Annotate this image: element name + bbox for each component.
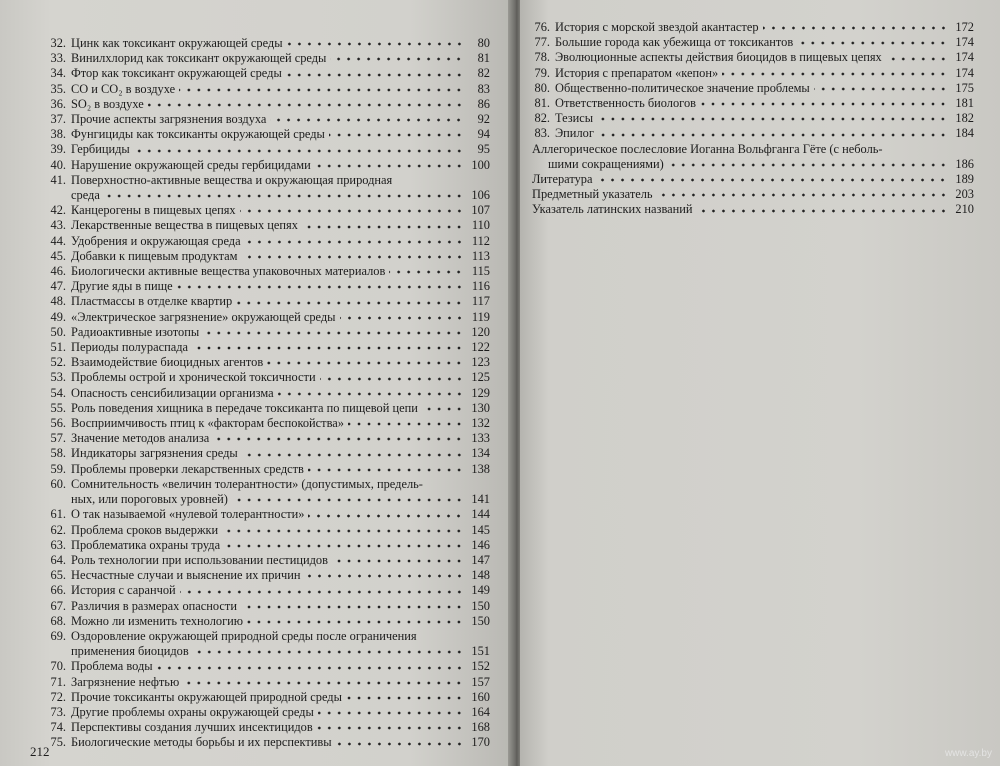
toc-entry-title: Восприимчивость птиц к «факторам беспокойства» xyxy=(71,416,344,431)
toc-entry-page: 132 xyxy=(471,416,490,431)
toc-entry-title: Цинк как токсикант окружающей среды xyxy=(71,36,283,50)
toc-entry xyxy=(46,112,490,127)
toc-entry xyxy=(46,264,490,279)
toc-entry-page: 113 xyxy=(471,248,490,263)
toc-entry xyxy=(46,325,490,340)
dot-leader xyxy=(224,542,464,550)
right-toc-list xyxy=(532,20,974,218)
toc-entry-number: 55. xyxy=(50,400,66,415)
toc-entry-page: 175 xyxy=(955,80,974,95)
dot-leader xyxy=(232,496,464,504)
dot-leader xyxy=(389,268,464,276)
toc-entry-number: 54. xyxy=(50,385,66,400)
toc-entry-number: 76. xyxy=(534,20,550,34)
toc-entry xyxy=(46,599,490,614)
toc-entry-number: 50. xyxy=(50,324,66,339)
toc-entry-page: 172 xyxy=(955,20,974,34)
dot-leader xyxy=(134,147,464,155)
toc-entry xyxy=(532,66,974,81)
toc-entry-page: 174 xyxy=(955,65,974,80)
toc-entry-title: Эпилог xyxy=(555,126,594,141)
toc-entry-number: 43. xyxy=(50,218,66,233)
dot-leader xyxy=(886,55,948,63)
dot-leader xyxy=(657,191,948,199)
toc-entry-page: 130 xyxy=(471,400,490,415)
dot-leader xyxy=(305,572,464,580)
dot-leader xyxy=(700,100,948,108)
toc-entry-page: 116 xyxy=(471,279,490,294)
dot-leader xyxy=(104,192,464,200)
toc-entry-page: 146 xyxy=(471,537,490,552)
toc-entry-page: 86 xyxy=(477,96,490,111)
dot-leader xyxy=(148,101,464,109)
toc-entry-page: 150 xyxy=(471,613,490,628)
toc-entry-number: 80. xyxy=(534,80,550,95)
toc-entry-title: Можно ли изменить технологию xyxy=(71,613,244,628)
toc-entry-number: 58. xyxy=(50,446,66,461)
toc-entry-title: Большие города как убежища от токсикантов xyxy=(555,35,794,50)
dot-leader xyxy=(267,359,464,367)
toc-entry-title: Пластмассы в отделке квартир xyxy=(71,294,233,309)
toc-entry-number: 39. xyxy=(50,142,66,157)
dot-leader xyxy=(315,162,464,170)
toc-entry-title: CO и CO₂ в воздухе xyxy=(71,81,176,96)
toc-entry xyxy=(46,416,490,431)
toc-entry-title: Другие яды в пище xyxy=(71,279,173,294)
toc-entry-title: «Электрическое загрязнение» окружающей среды xyxy=(71,309,336,324)
toc-entry-number: 74. xyxy=(50,720,66,735)
dot-leader xyxy=(697,207,948,215)
toc-entry-number: 82. xyxy=(534,111,550,126)
toc-entry-number: 59. xyxy=(50,461,66,476)
toc-entry xyxy=(532,20,974,35)
toc-entry-title: SO₂ в воздухе xyxy=(71,96,144,111)
toc-entry-title: Литература xyxy=(532,172,593,187)
toc-entry-page: 150 xyxy=(471,598,490,613)
toc-entry-title: Другие проблемы охраны окружающей среды xyxy=(71,704,314,719)
dot-leader xyxy=(302,223,464,231)
toc-entry-number: 60. xyxy=(50,476,66,491)
toc-entry xyxy=(46,568,490,583)
toc-entry-title: Гербициды xyxy=(71,142,130,157)
toc-entry-page: 82 xyxy=(477,66,490,81)
toc-entry-number: 83. xyxy=(534,126,550,141)
toc-entry-title: Значение методов анализа xyxy=(71,431,210,446)
toc-entry-title: Роль поведения хищника в передаче токсиканта по пищевой цепи xyxy=(71,400,418,415)
toc-entry-number: 64. xyxy=(50,552,66,567)
toc-entry xyxy=(46,127,490,142)
toc-entry-number: 72. xyxy=(50,689,66,704)
toc-entry xyxy=(46,66,490,81)
toc-entry-title: Эволюционные аспекты действия биоцидов в пищевых цепях xyxy=(555,50,882,65)
toc-entry xyxy=(46,720,490,735)
toc-entry-number: 81. xyxy=(534,96,550,111)
toc-entry xyxy=(46,370,490,385)
toc-entry-page: 83 xyxy=(477,81,490,96)
toc-entry-title: Аллегорическое послесловие Иоганна Вольфганга Гёте (с неболь- xyxy=(532,141,883,156)
dot-leader xyxy=(668,161,948,169)
toc-entry-title: Общественно-политическое значение проблемы xyxy=(555,80,810,95)
dot-leader xyxy=(241,603,464,611)
toc-entry-page: 92 xyxy=(477,112,490,127)
toc-entry xyxy=(532,126,974,141)
toc-entry-title: Радиоактивные изотопы xyxy=(71,324,200,339)
toc-entry-title: Опасность сенсибилизации организма xyxy=(71,385,274,400)
toc-entry-page: 122 xyxy=(471,340,490,355)
toc-entry-title: Оздоровление окружающей природной среды после ограничения xyxy=(71,628,417,643)
toc-entry-page: 174 xyxy=(955,35,974,50)
toc-entry-number: 52. xyxy=(50,355,66,370)
toc-entry-number: 49. xyxy=(50,309,66,324)
dot-leader xyxy=(797,39,948,47)
toc-entry-page: 106 xyxy=(471,188,490,203)
toc-entry-number: 69. xyxy=(50,628,66,643)
toc-entry-number: 71. xyxy=(50,674,66,689)
toc-entry-title: Проблема сроков выдержки xyxy=(71,522,219,537)
toc-entry-page: 149 xyxy=(471,583,490,598)
toc-entry-number: 75. xyxy=(50,735,66,750)
toc-entry-number: 32. xyxy=(50,36,66,50)
dot-leader xyxy=(179,86,464,94)
dot-leader xyxy=(320,375,464,383)
toc-entry xyxy=(46,294,490,309)
toc-entry-page: 151 xyxy=(471,644,490,659)
toc-entry-number: 61. xyxy=(50,507,66,522)
toc-entry-page: 110 xyxy=(471,218,490,233)
toc-entry xyxy=(532,142,974,172)
toc-entry-title: Поверхностно-активные вещества и окружающая природная xyxy=(71,172,393,187)
toc-entry-page: 115 xyxy=(471,264,490,279)
toc-entry-number: 77. xyxy=(534,35,550,50)
toc-entry-number: 34. xyxy=(50,66,66,81)
toc-entry-number: 53. xyxy=(50,370,66,385)
toc-entry-title: Роль технологии при использовании пестицидов xyxy=(71,552,328,567)
toc-entry xyxy=(532,50,974,65)
toc-entry-number: 41. xyxy=(50,172,66,187)
toc-entry-page: 129 xyxy=(471,385,490,400)
toc-entry xyxy=(46,401,490,416)
dot-leader xyxy=(245,238,464,246)
toc-entry-title: Сомнительность «величин толерантности» (допустимых, предель- xyxy=(71,476,423,491)
toc-entry-title: Проблемы острой и хронической токсичности xyxy=(71,370,316,385)
toc-entry-page: 133 xyxy=(471,431,490,446)
dot-leader xyxy=(222,527,464,535)
toc-entry-number: 68. xyxy=(50,613,66,628)
toc-entry-number: 57. xyxy=(50,431,66,446)
toc-entry-title: Добавки к пищевым продуктам xyxy=(71,248,238,263)
toc-entry-number: 38. xyxy=(50,127,66,142)
dot-leader xyxy=(348,420,464,428)
dot-leader xyxy=(317,724,464,732)
toc-entry xyxy=(46,431,490,446)
dot-leader xyxy=(597,115,948,123)
dot-leader xyxy=(213,435,464,443)
toc-entry-number: 66. xyxy=(50,583,66,598)
dot-leader xyxy=(193,648,464,656)
toc-entry xyxy=(46,538,490,553)
toc-entry xyxy=(46,675,490,690)
toc-entry-page: 152 xyxy=(471,659,490,674)
dot-leader xyxy=(203,329,464,337)
toc-entry xyxy=(46,690,490,705)
toc-entry-number: 65. xyxy=(50,568,66,583)
toc-entry-number: 44. xyxy=(50,233,66,248)
page-number: 212 xyxy=(30,744,50,759)
toc-entry-page: 168 xyxy=(471,720,490,735)
watermark: www.ay.by xyxy=(944,748,992,759)
toc-entry xyxy=(532,172,974,187)
toc-entry-page: 184 xyxy=(955,126,974,141)
toc-entry xyxy=(46,158,490,173)
toc-entry-title: Канцерогены в пищевых цепях xyxy=(71,203,236,218)
dot-leader xyxy=(340,314,465,322)
toc-entry-title: Тезисы xyxy=(555,111,594,126)
toc-entry-title-continued: среда xyxy=(71,188,100,203)
toc-entry xyxy=(46,218,490,233)
toc-entry-title: Лекарственные вещества в пищевых цепях xyxy=(71,218,298,233)
toc-entry-number: 46. xyxy=(50,264,66,279)
toc-entry xyxy=(46,97,490,112)
toc-entry-title: Индикаторы загрязнения среды xyxy=(71,446,238,461)
toc-entry-page: 120 xyxy=(471,324,490,339)
toc-entry-page: 81 xyxy=(477,51,490,66)
toc-entry xyxy=(46,51,490,66)
toc-entry-page: 182 xyxy=(955,111,974,126)
toc-entry-number: 36. xyxy=(50,96,66,111)
toc-entry xyxy=(46,203,490,218)
toc-entry-title: Проблемы проверки лекарственных средств xyxy=(71,461,304,476)
toc-entry-title: Ответственность биологов xyxy=(555,96,696,111)
dot-leader xyxy=(247,618,464,626)
toc-entry-number: 47. xyxy=(50,279,66,294)
toc-entry-title: Указатель латинских названий xyxy=(532,202,693,217)
toc-entry-title: Биологически активные вещества упаковочных материалов xyxy=(71,264,386,279)
dot-leader xyxy=(192,344,464,352)
toc-entry-title: Загрязнение нефтью xyxy=(71,674,180,689)
toc-entry-number: 73. xyxy=(50,704,66,719)
toc-entry-title: Прочие аспекты загрязнения воздуха xyxy=(71,112,267,127)
toc-entry-page: 170 xyxy=(471,735,490,750)
toc-entry-page: 186 xyxy=(955,156,974,171)
toc-entry xyxy=(46,446,490,461)
toc-entry-page: 144 xyxy=(471,507,490,522)
toc-entry-page: 148 xyxy=(471,568,490,583)
toc-entry xyxy=(46,629,490,659)
toc-entry-title: О так называемой «нулевой толерантности» xyxy=(71,507,305,522)
toc-entry-title: Биологические методы борьбы и их перспективы xyxy=(71,735,332,750)
toc-entry-number: 78. xyxy=(534,50,550,65)
toc-entry-title: Фтор как токсикант окружающей среды xyxy=(71,66,282,81)
toc-entry-number: 35. xyxy=(50,81,66,96)
toc-entry xyxy=(46,659,490,674)
dot-leader xyxy=(336,740,464,748)
toc-entry-number: 62. xyxy=(50,522,66,537)
dot-leader xyxy=(180,588,464,596)
toc-entry-number: 48. xyxy=(50,294,66,309)
dot-leader xyxy=(596,176,948,184)
dot-leader xyxy=(242,253,464,261)
left-toc-list xyxy=(46,36,490,751)
toc-entry xyxy=(46,386,490,401)
toc-entry-title: Прочие токсиканты окружающей природной среды xyxy=(71,689,342,704)
toc-entry-title: Нарушение окружающей среды гербицидами xyxy=(71,157,311,172)
toc-entry-title: Винилхлорид как токсикант окружающей среды xyxy=(71,51,327,66)
toc-entry-page: 181 xyxy=(955,96,974,111)
toc-entry-page: 147 xyxy=(471,552,490,567)
toc-entry-page: 174 xyxy=(955,50,974,65)
toc-entry xyxy=(46,234,490,249)
toc-entry-page: 160 xyxy=(471,689,490,704)
toc-entry-page: 107 xyxy=(471,203,490,218)
dot-leader xyxy=(598,131,948,139)
toc-entry-page: 80 xyxy=(477,36,490,50)
toc-entry-page: 100 xyxy=(471,157,490,172)
dot-leader xyxy=(240,207,464,215)
toc-entry-title-continued: шими сокращениями) xyxy=(548,156,664,171)
toc-entry-page: 119 xyxy=(471,309,490,324)
toc-entry-page: 164 xyxy=(471,704,490,719)
toc-entry xyxy=(532,111,974,126)
toc-entry xyxy=(46,340,490,355)
dot-leader xyxy=(763,24,948,32)
toc-entry xyxy=(46,462,490,477)
toc-entry xyxy=(46,142,490,157)
toc-entry xyxy=(532,187,974,202)
toc-entry-number: 67. xyxy=(50,598,66,613)
toc-entry-title: Удобрения и окружающая среда xyxy=(71,233,241,248)
dot-leader xyxy=(308,466,464,474)
dot-leader xyxy=(814,85,948,93)
toc-entry-page: 134 xyxy=(471,446,490,461)
toc-entry xyxy=(46,36,490,51)
toc-entry-title: История с препаратом «кепон» xyxy=(555,65,719,80)
toc-entry xyxy=(46,279,490,294)
toc-entry-title: Предметный указатель xyxy=(532,187,653,202)
toc-entry-page: 189 xyxy=(955,172,974,187)
toc-entry-number: 63. xyxy=(50,537,66,552)
toc-entry-title: Проблема воды xyxy=(71,659,153,674)
toc-entry xyxy=(532,81,974,96)
toc-entry-page: 141 xyxy=(471,492,490,507)
dot-leader xyxy=(278,390,464,398)
toc-entry-title: История с саранчой xyxy=(71,583,176,598)
toc-entry-page: 145 xyxy=(471,522,490,537)
toc-entry-page: 157 xyxy=(471,674,490,689)
toc-entry-number: 45. xyxy=(50,248,66,263)
dot-leader xyxy=(242,451,464,459)
toc-entry-page: 125 xyxy=(471,370,490,385)
dot-leader xyxy=(332,557,464,565)
toc-entry-number: 42. xyxy=(50,203,66,218)
toc-entry-page: 210 xyxy=(955,202,974,217)
toc-entry-number: 51. xyxy=(50,340,66,355)
toc-entry xyxy=(46,355,490,370)
toc-entry xyxy=(46,735,490,750)
toc-entry-number: 70. xyxy=(50,659,66,674)
toc-entry-page: 117 xyxy=(471,294,490,309)
toc-entry-page: 138 xyxy=(471,461,490,476)
dot-leader xyxy=(422,405,464,413)
toc-entry xyxy=(46,173,490,203)
toc-entry xyxy=(532,35,974,50)
dot-leader xyxy=(270,116,464,124)
toc-entry-number: 79. xyxy=(534,65,550,80)
dot-leader xyxy=(286,71,464,79)
toc-entry-title: Несчастные случаи и выяснение их причин xyxy=(71,568,301,583)
toc-entry-title: История с морской звездой акантастер xyxy=(555,20,759,34)
dot-leader xyxy=(318,709,464,717)
toc-entry-title: Проблематика охраны труда xyxy=(71,537,221,552)
toc-entry-title-continued: ных, или пороговых уровней) xyxy=(71,492,228,507)
dot-leader xyxy=(346,694,464,702)
dot-leader xyxy=(287,40,464,48)
dot-leader xyxy=(308,512,464,520)
dot-leader xyxy=(329,131,464,139)
toc-entry-page: 112 xyxy=(471,233,490,248)
toc-entry xyxy=(532,96,974,111)
toc-entry-title: Фунгициды как токсиканты окружающей среды xyxy=(71,127,325,142)
toc-entry xyxy=(46,583,490,598)
toc-entry-page: 123 xyxy=(471,355,490,370)
toc-entry xyxy=(46,249,490,264)
dot-leader xyxy=(157,664,464,672)
toc-entry xyxy=(46,523,490,538)
toc-entry-title: Периоды полураспада xyxy=(71,340,189,355)
dot-leader xyxy=(177,283,464,291)
dot-leader xyxy=(722,70,948,78)
toc-entry xyxy=(46,553,490,568)
toc-entry xyxy=(532,202,974,217)
dot-leader xyxy=(236,299,464,307)
toc-entry-title: Перспективы создания лучших инсектицидов xyxy=(71,720,313,735)
toc-entry-title: Взаимодействие биоцидных агентов xyxy=(71,355,264,370)
toc-entry-page: 94 xyxy=(477,127,490,142)
toc-entry-title: Различия в размерах опасности xyxy=(71,598,237,613)
right-page xyxy=(520,0,1000,766)
dot-leader xyxy=(330,55,464,63)
toc-entry-title-continued: применения биоцидов xyxy=(71,644,189,659)
toc-entry-number: 40. xyxy=(50,157,66,172)
toc-entry xyxy=(46,477,490,507)
toc-entry xyxy=(46,614,490,629)
toc-entry xyxy=(46,705,490,720)
toc-entry-page: 95 xyxy=(477,142,490,157)
toc-entry xyxy=(46,82,490,97)
toc-entry-number: 37. xyxy=(50,112,66,127)
toc-entry xyxy=(46,507,490,522)
toc-entry-number: 33. xyxy=(50,51,66,66)
toc-entry xyxy=(46,310,490,325)
toc-entry-page: 203 xyxy=(955,187,974,202)
toc-entry-number: 56. xyxy=(50,416,66,431)
dot-leader xyxy=(183,679,464,687)
